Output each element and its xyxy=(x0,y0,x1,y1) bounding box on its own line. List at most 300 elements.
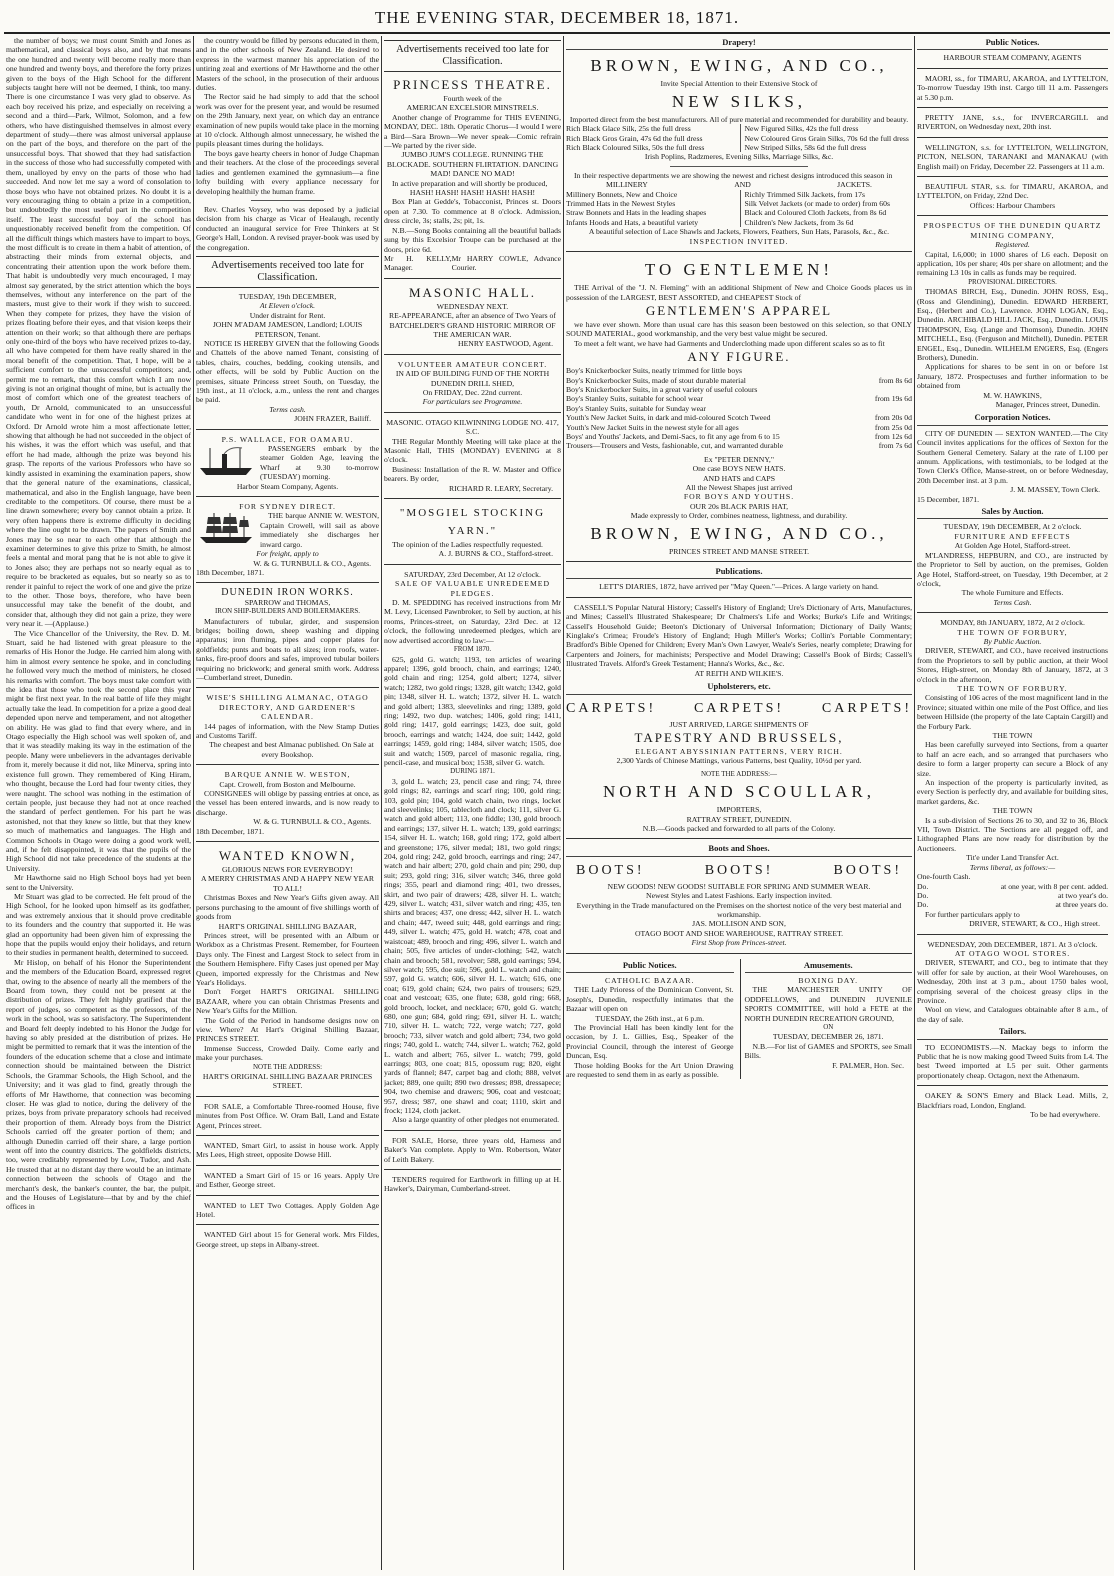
ad-sub: WEDNESDAY NEXT. xyxy=(436,301,509,311)
ad-sub: ANY FIGURE. xyxy=(687,349,791,365)
ad-text: N.B.—For list of GAMES and SPORTS, see Small Bills. xyxy=(744,1041,912,1061)
ad-heading: HARBOUR STEAM COMPANY, AGENTS xyxy=(943,53,1082,63)
column-divider xyxy=(914,36,915,1570)
list-item: New Figured Silks, 42s the full dress xyxy=(744,124,859,134)
ad-date: SATURDAY, 23rd December, At 12 o'clock. xyxy=(404,569,541,579)
rule xyxy=(196,496,379,497)
ad-text: To be had everywhere. xyxy=(1030,1110,1100,1120)
ad-sub: ELEGANT ABYSSINIAN PATTERNS, VERY RICH. xyxy=(635,746,843,756)
item-price: from 19s 6d xyxy=(874,394,912,404)
item-name: Boy's Stanley Suits, suitable for Sunday wear xyxy=(566,403,706,413)
ad-sub: GLORIOUS NEWS FOR EVERYBODY! xyxy=(222,865,353,875)
small-ad: WANTED Girl about 15 for General work. Mrs Fildes, George street, up steps in Albany-street. xyxy=(196,1230,379,1249)
ad-text: The cheapest and best Almanac published. On Sale at every Bookshop. xyxy=(209,740,374,759)
rule xyxy=(196,429,379,430)
ad-sub: GENTLEMEN'S APPAREL xyxy=(645,302,833,318)
ad-text: Wool on view, and Catalogues obtainable after 8 a.m., of the day of sale. xyxy=(917,1005,1108,1024)
small-ad: FOR SALE, a Comfortable Three-roomed House, five minutes from Post Office. W. Oram Ball, Land and Estate Agent, Princes street. xyxy=(196,1101,379,1130)
carpets-heading xyxy=(566,698,912,720)
ad-text: THE MANCHESTER UNITY OF ODDFELLOWS, and DUNEDIN JUVENILE SPORTS COMMITTEE, will hold a FETE at the NORTH DUNEDIN RECREATION GROUND, xyxy=(744,985,912,1023)
steamer-icon xyxy=(196,444,256,478)
sydney-ad xyxy=(196,502,379,577)
firm-address: OTAGO BOOT AND SHOE WAREHOUSE, RATTRAY STREET. xyxy=(634,928,844,938)
list-item: Rich Black Gros Grain, 47s 6d the full dress xyxy=(566,133,703,143)
item-price: from 8s 6d xyxy=(878,375,912,385)
ad-text: RE-APPEARANCE, after an absence of Two Years of BATCHELDER'S GRAND HISTORIC MIRROR OF THE AMERICAN WAR. xyxy=(389,311,556,339)
ad-text: M'LANDRESS, HEPBURN, and CO., are instructed by the Proprietor to Sell by auction, on the premises, Golden Age Hotel, Stafford-street, on Tuesday, 19th December, at 2 o'clock, xyxy=(917,550,1108,588)
ad-text: The Provincial Hall has been kindly lent for the occasion, by J. L. Gillies, Esq., Speaker of the Provincial Council, through the interest of George Duncan, Esq. xyxy=(566,1023,734,1061)
ad-heading: CATHOLIC BAZAAR. xyxy=(605,976,695,985)
list-item: Rich Black Coloured Silks, 50s the full dress xyxy=(566,143,705,153)
ad-text: Terms Cash. xyxy=(993,597,1032,607)
ad-heading: MASONIC HALL. xyxy=(408,284,537,300)
ad-heading: P.S. WALLACE, FOR OAMARU. xyxy=(221,434,354,444)
ad-date: On FRIDAY, Dec. 22nd current. xyxy=(422,387,523,397)
ad-sub: IMPORTERS, xyxy=(716,805,762,815)
ad-text: Tit'e under Land Transfer Act. xyxy=(966,853,1059,863)
ad-text: DRIVER, STEWART, and CO., have received instructions from the Proprietors to sell by public auction, at their Wool Stores, High-street, on Monday 8th of January, 1872, at 3 o'clock in the afternoon, xyxy=(917,646,1108,684)
list-item: Rich Black Glace Silk, 25s the full dress xyxy=(566,124,691,134)
firm-name: SPARROW and THOMAS, xyxy=(244,597,331,607)
ad-text: AND HATS and CAPS xyxy=(703,473,775,483)
ad-text: N.B.—Song Books containing all the beautiful ballads sung by this Excelsior Troupe can be purchased at the doors, price 6d. xyxy=(384,225,561,254)
ad-signature: Mr HARRY COWLE, Advance Courier. xyxy=(451,253,561,273)
section-heading: Boots and Shoes. xyxy=(566,844,912,856)
ad-note: NOTE THE ADDRESS:— xyxy=(700,769,778,778)
shipping-notice: PRETTY JANE, s.s., for INVERCARGILL and RIVERTON, on Wednesday next, 20th inst. xyxy=(917,113,1108,132)
list-item xyxy=(566,441,912,450)
ad-heading: BOOTS! xyxy=(576,862,645,878)
term-label: Do. xyxy=(917,881,929,891)
ad-sub: THE TOWN OF FORBURY. xyxy=(957,683,1068,693)
ad-text: Consisting of 106 acres of the most magnificent land in the Province; situated within one mile of the Post Office, and lies between Hillside (the property of the late Captain Cargill) and the Forbury Park. xyxy=(917,693,1108,731)
list-item xyxy=(566,404,912,413)
section-heading: Upholsterers, etc. xyxy=(566,682,912,694)
rule xyxy=(566,838,912,839)
ad-heading: BOXING DAY. xyxy=(798,976,859,985)
item-price: from 7s 6d xyxy=(878,441,912,451)
firm-heading: NORTH AND SCOULLAR, xyxy=(603,782,875,802)
ad-text: DRIVER, STEWART, and CO., beg to intimate that they will offer for sale by auction, at their Wool Warehouses, on Wednesday, 20th inst at 3 p.m., about 1750 bales wool, comprising several of the choicest greasy clips in the Province. xyxy=(917,958,1108,1005)
ad-signature: Manager, Princes street, Dunedin. xyxy=(995,400,1100,409)
item-name: Boy's Knickerbocker Suits, made of stout durable material xyxy=(566,375,746,385)
list-item xyxy=(917,872,1108,881)
ad-heading: CARPETS! xyxy=(693,700,785,716)
hart-bazaar-ad xyxy=(196,847,379,1091)
item-price: from 20s 0d xyxy=(874,413,912,423)
ad-date: 18th December, 1871. xyxy=(196,826,265,836)
ad-sub: THE TOWN xyxy=(992,731,1033,740)
list-item xyxy=(566,394,912,403)
article-paragraph: The boys gave hearty cheers in honor of Judge Chapman and their teachers. At the close of the proceedings several ladies and gentlemen examined the gymnasium—a fine lofty building with every appliance necessary for developing healthily the human frame. xyxy=(196,148,379,196)
shipping-notice: BEAUTIFUL STAR, s.s. for TIMARU, AKAROA, and LYTTELTON, on Friday, 22nd Dec. xyxy=(917,182,1108,201)
ad-text: Those holding Books for the Art Union Drawing are requested to send them in as early as possible. xyxy=(566,1060,734,1080)
section-heading: Public Notices. xyxy=(566,961,734,973)
ad-agent: W. & G. TURNBULL & CO., Agents. xyxy=(253,817,371,827)
column-divider xyxy=(563,36,564,1570)
ad-text: Has been carefully surveyed into Sections, from a quarter to half an acre each, and so arranged that purchasers who desire to form a larger property can secure a Block of any size. xyxy=(917,740,1108,778)
article-paragraph: the country would be filled by persons educated in them, and in the other schools of New Zealand. He desired to express in the warmest manner his appreciation of the untiring zeal and exertions of Mr Hawthorne and the other Masters of the school, in the prosecution of their arduous duties. xyxy=(196,36,379,93)
ad-programme: JUMBO JUM'S COLLEGE. RUNNING THE BLOCKADE. SOUTHERN FLIRTATION. DANCING MAD! DANCE NO MAD! xyxy=(386,150,559,179)
ad-text: Immense Success, Crowded Daily. Come early and make your purchases. xyxy=(196,1043,379,1063)
ad-text: In active preparation and will shortly be produced, xyxy=(392,178,548,188)
rule xyxy=(566,597,912,598)
bailiff-signature: JOHN FRAZER, Bailiff. xyxy=(294,414,371,424)
ad-text: The opinion of the Ladies respectfully requested. xyxy=(392,540,543,550)
list-item xyxy=(566,432,912,441)
firm-address: PRINCES STREET AND MANSE STREET. xyxy=(668,546,810,556)
term-value: at one year, with 8 per cent. added. xyxy=(1000,881,1108,891)
ad-heading: NEW SILKS, xyxy=(671,91,807,111)
shipping-notice: MAORI, ss., for TIMARU, AKAROA, and LYTTELTON, To-morrow Tuesday 19th inst. Cargo till 11 a.m. Passengers at 5.30 p.m. xyxy=(917,73,1108,102)
ad-text: THE barque ANNIE W. WESTON, Captain Crowell, will sail as above immediately she discharges her inward cargo. xyxy=(260,511,379,549)
ad-text: THE Lady Prioress of the Dominican Convent, St. Joseph's, Dunedin, respectfully intimates that the Bazaar will open on xyxy=(566,985,734,1014)
column-4 xyxy=(566,36,912,1570)
ad-sub: Capt. Crowell, from Boston and Melbourne. xyxy=(219,779,356,789)
ad-text: The Gold of the Period in handsome designs now on view. Where? At Hart's Original Shilling Bazaar, PRINCES STREET. xyxy=(196,1015,379,1044)
term-label: Do. xyxy=(917,900,929,910)
list-item xyxy=(917,891,1108,900)
boxing-day-ad xyxy=(740,959,913,1080)
ad-sub: PROVISIONAL DIRECTORS. xyxy=(968,277,1057,286)
ad-heading: WANTED KNOWN, xyxy=(218,848,357,864)
boots-heading xyxy=(566,860,912,882)
ad-text: Ex "PETER DENNY," xyxy=(704,454,774,464)
list-item xyxy=(566,423,912,432)
ad-text: N.B.—Goods packed and forwarded to all parts of the Colony. xyxy=(642,823,836,833)
ad-text: For further particulars apply to xyxy=(925,909,1020,919)
term-value: at three years do. xyxy=(1055,900,1108,910)
ad-text: Everything in the Trade manufactured on the Premises on the shortest notice of the very best material and workmanship. xyxy=(576,900,902,919)
rule xyxy=(384,354,561,355)
ad-text: OAKEY & SON'S Emery and Black Lead. Mills, 2, Blackfriars road, London, England. xyxy=(917,1091,1108,1110)
ad-text: OUR 20s BLACK PARIS HAT, xyxy=(689,501,789,511)
rule xyxy=(196,764,379,765)
barque-ad xyxy=(196,770,379,836)
rule xyxy=(566,953,912,954)
small-ad: WANTED a Smart Girl of 15 or 16 years. Apply Ure and Esther, George street. xyxy=(196,1170,379,1190)
rule xyxy=(917,612,1108,613)
ad-sub: Registered. xyxy=(995,240,1030,250)
section-heading: Amusements. xyxy=(745,961,913,973)
shipping-notice: WELLINGTON, s.s. for LYTTELTON, WELLINGTON, PICTON, NELSON, TARANAKI and MANAKAU (with English mail) on Friday, December 22. Passengers at 11 a.m. xyxy=(917,142,1108,171)
section-heading: Advertisements received too late for Classification. xyxy=(384,40,561,72)
ad-date: MONDAY, 8th JANUARY, 1872, At 2 o'clock. xyxy=(940,618,1085,628)
ad-text: INSPECTION INVITED. xyxy=(689,236,789,246)
ad-date: TUESDAY, 19th DECEMBER, At 2 o'clock. xyxy=(943,522,1082,532)
rule xyxy=(196,582,379,583)
pledge-list: 3, gold L. watch; 23, pencil case and ring; 74, three gold rings; 82, earrings and scarf ring; 100, gold ring; 103, gold pin; 104, gold watch chain, two rings, locket and sleevelinks; 105, tablecloth and clock; 111, silver G. watch and gold albert; 113, one fiddle; 130, gold brooch and earrings; 137, silver H. L. watch; 139, gold earrings; 154, silver H. L. watch; 168, gold ring; 172, gold albert and greenstone; 176, silver medal; 181, two gold rings; 204, gold ring; 242, gold brooch, earrings and ring; 247, watch and hair albert; 270, gold chain and pin; 290, dup suit; 293, gold ring; 316, silver watch; 346, three gold rings; 355, pearl and diamond ring; 401, two dresses, skirt, and two pair of drawers; 428, silver H. L. watch; 429, silver L. watch; 431, silver watch and ring; 435, ten shirts and braces; 437, one dress; 442, silver H. L. watch and chain; 447, tweed suit; 448, gold earrings and ring; 449, silver L. watch; 475, gold H. watch; 478, coat and waistcoat; 489, brooch and ring; 496, silver L. watch and chain; 505, five articles of under-clothing; 542, watch chain and brooch; 581, revolver; 588, gold earrings; 594, silver watch; 595, doe suit; 596, gold L. watch and chain; 597, gold G. watch; 606, silver H. L. watch; 616, one coat; 619, gold chain; 624, two pairs of trousers; 629, coat and vestcoat; 635, one flute; 638, gold ring; 668, gold brooch, locket, and necklace; 670, gold G. watch; 680, one gun; 684, gold ring; 691, silver H. L. watch; 710, silver H. L. watch; 722, verge watch; 727, gold brooch; 733, silver watch and gold albert; 734, two gold rings; 740, gold L. watch; 744, silver L. watch; 762, gold L. watch and albert; 765, silver L. watch; 799, gold earrings; 803, one coat; 815, opossum rug; 820, eight yards of flannel; 847, carpet bag and cloth; 888, velvet jacket; 889, one quilt; 890 two dresses; 898, dressapece; 904, two chemise and drawers; 906, coat and vestcoat; 957, dress; 987, one shawl and coat; 1110, skirt and frock; 1124, cloth jacket. xyxy=(384,776,561,1115)
terms-list xyxy=(917,872,1108,910)
ad-text: Another change of Programme for THIS EVENING, MONDAY, DEC. 18th. Operatic Chorus—I would I were a Bird—Sara Brown—We never speak—Comic refrain—We parted by the river side. xyxy=(384,112,561,151)
ad-sub: JUST ARRIVED, LARGE SHIPMENTS OF xyxy=(669,719,809,729)
ad-text: First Shop from Princes-street. xyxy=(691,938,787,948)
ad-heading: PROSPECTUS OF THE DUNEDIN QUARTZ MINING COMPANY, xyxy=(923,221,1102,240)
rule xyxy=(196,1195,379,1196)
ad-signature: F. PALMER, Hon. Sec. xyxy=(832,1060,904,1070)
rule xyxy=(917,176,1108,177)
article-paragraph: Mr Stuart was glad to be corrected. He felt proud of the High School, for he looked upon himself as its godfather, and was extremely anxious that it should prove creditable to its founders and the country that supported it. He was glad an opportunity had been given him of expressing the hope that the pupils would enjoy their holidays, and return to their studies in permanent health, determined to succeed. xyxy=(6,891,191,958)
ad-text: we have ever shown. More than usual care has this season been bestowed on this selection, so that ONLY SOUND MATERIAL, good workmanship, and the very best value might be secured. xyxy=(566,319,912,339)
ad-sub: MILLINERY xyxy=(606,180,648,190)
ad-heading: TAPESTRY AND BRUSSELS, xyxy=(634,729,844,745)
section-heading: Public Notices. xyxy=(917,38,1108,50)
rule xyxy=(384,278,561,279)
ad-text: Don't Forget HART'S ORIGINAL SHILLING BAZAAR, where you can obtain Christmas Presents and New Year's Gifts for the Million. xyxy=(196,987,379,1016)
ad-agents: Harbor Steam Company, Agents. xyxy=(236,481,339,491)
item-price: from 25s 0d xyxy=(874,422,912,432)
sailing-ship-icon xyxy=(196,511,256,545)
ad-text: CASSELL'S Popular Natural History; Cassell's History of England; Ure's Dictionary of Arts, Manufactures, and Mines; Cassell's Illustrated Shakespeare; Dr Chalmers's Life and Works; Burke's Life and Writings; Cassell's Household Guide; Beeton's Dictionary of Universal Information; Dictionary of Daily Wants; Kinglake's Crimea; Froude's History of England; Hugh Miller's Works; Collin's Portable Commentary; Bradford's Bible Opened for Children; Every Man's Own Lawyer, Weale's Series, nearly complete; Drawing for Carpenters and Joiners, for machinists; Perspective and Model Drawing; Cassell's Book of Birds; Cassell's Illustrated Travels. Alford's Greek Testament; Hanna's Works, &c., &c. xyxy=(566,602,912,669)
rule xyxy=(196,1096,379,1097)
rule xyxy=(917,137,1108,138)
masthead-rule xyxy=(4,32,1110,34)
firm-heading: BROWN, EWING, AND CO., xyxy=(590,523,888,543)
list-item xyxy=(917,900,1108,909)
ad-heading: CARPETS! xyxy=(566,700,657,716)
rule xyxy=(196,1224,379,1225)
ad-date: 18th December, 1871. xyxy=(196,567,265,577)
item-name: Boy's Knickerbocker Suits, neatly trimmed for little boys xyxy=(566,366,743,376)
ad-sub: Invite Special Attention to their Extensive Stock of xyxy=(660,79,818,89)
list-item: Children's New Jackets, from 3s 6d xyxy=(744,217,854,227)
small-ad: WANTED to LET Two Cottages. Apply Golden Age Hotel. xyxy=(196,1200,379,1220)
rule xyxy=(917,934,1108,935)
rule xyxy=(566,251,912,252)
ad-text: Irish Poplins, Radzmeres, Evening Silks, Marriage Silks, &c. xyxy=(644,152,834,162)
ad-sub: AND xyxy=(734,180,751,190)
list-item: New Striped Silks, 58s 6d the full dress xyxy=(744,143,867,153)
rule xyxy=(917,68,1108,69)
ad-text: Newest Styles and Latest Fashions. Early inspection invited. xyxy=(646,891,832,901)
rule xyxy=(384,1130,561,1131)
item-name: Youth's New Jacket Suits in the newest style for all ages xyxy=(566,422,739,432)
ad-heading: WISE'S SHILLING ALMANAC, OTAGO DIRECTORY, AND GARDENER'S CALENDAR. xyxy=(206,693,369,722)
section-heading: Tailors. xyxy=(917,1027,1108,1039)
ad-text: Christmas Boxes and New Year's Gifts given away. All persons purchasing to the amount of five shillings worth of goods from xyxy=(196,893,379,922)
ad-agent: W. & G. TURNBULL & CO., Agents. xyxy=(253,558,371,568)
ad-text: TO ECONOMISTS.—N. Mackay begs to inform the Public that he is now making good Tweed Suits from L4. The best Tweed imported at L5 per suit. Other garments proportionately cheap. Octagon, next the Athenæum. xyxy=(917,1042,1108,1080)
item-price: from 12s 6d xyxy=(874,431,912,441)
ad-apply: For freight, apply to xyxy=(256,549,319,559)
article-paragraph: Mr Hislop, on behalf of his Honor the Superintendent and the members of the Education Board, expressed regret that, owing to the absence of nearly all the members of the Board from town, they could not be present at the distribution of prizes. They felt highly gratified that the report of judges, so competent as the professors, of the work in the school, was so satisfactory. The Superintendent and Board felt deeply indebted to his Honor the Judge for having so ably presided at the distribution of prizes. He might be permitted to remark that it was the intention of the founders of the education scheme that a close and intimate connection should be maintained between the District Schools, the Grammar Schools, the High School, and the University; and it was glad to find, greatly through the efforts of Mr Hawthorne, that connection was becoming closer. He was glad to notice, during the delivery of the prizes, boys from private preparatory schools had received their proportion of them. Already boys from the District Schools carried off the greater portion of them; and although Dunedin carried off their share, a large portion went off into the country districts. The goldfields districts, too, were creditably represented by Low, Tudor, and Ash. He trusted that at no distant day there would be an intimate connection between the schools of Otago and the merchant's desk, the banker's counter, the bar, the pulpit, and the Houses of Legislature—that by and by the chief offices in xyxy=(6,957,191,1212)
ad-sub: ON xyxy=(823,1023,834,1032)
section-heading: Sales by Auction. xyxy=(917,507,1108,519)
ad-text: Business: Installation of the R. W. Master and Office bearers. By order, xyxy=(384,464,561,484)
ad-signature: AT REITH AND WILKIE'S. xyxy=(694,668,784,678)
ad-heading: FURNITURE AND EFFECTS xyxy=(954,531,1071,541)
section-heading: Publications. xyxy=(566,567,912,579)
ad-sub: NEW GOODS! NEW GOODS! SUITABLE FOR SPRING AND SUMMER WEAR. xyxy=(607,881,871,891)
concert-ad xyxy=(384,360,561,407)
list-item xyxy=(566,366,912,375)
article-paragraph: the number of boys; we must count Smith and Jones as mathematical, and classical boys also, and by that means the one hundred and twenty will become really more than one hundred and twenty boys, and therefore the forty prizes given to the boys of the High School for the different subjects taught here will not be deemed, I think, too many. There is one circumstance I was very glad to observe. As each boy received his prize, and especially on receiving a second and a third—Park, Wilmot, Solomon, and a few others, who have distinguished themselves in almost every department of study—there was almost universal applause on the part of the boys, and therefore on the part of the unsuccessful boys. That showed that they had satisfaction in the success of those who had successfully competed with them, unalloyed by envy on the parts of those who had succeeded. And now let me say a word of consolation to those boys who have not obtained prizes. No doubt it is a very encouraging thing to obtain a prize in a competition, but undoubtedly the most useful part in the competition itself. The least successful boy of the school has unquestionably received benefit from the competition. Of all the difficult things which masters have to impart to boys, the most difficult is to create in them a habit of attention, of abstracting their minds from external objects, and concentrating their attention upon the work before them. That habit is undoubtedly very much encouraged, I may almost say generated, by the strict attention which the boys themselves, without any interference on the part of the masters, must give to their work if they wish to succeed. When they compete for prizes, they have the vision of prizes floating before their eyes, and that vision keeps their attention on their work; so that although there are perhaps only one-third of the boys who have received prizes to-day, all who have competed for them have really shared in the moral benefit of the competition. That, I hope, will be a sufficient comfort to the unsuccessful competitors; and, permit me to remark, that this comfort which I am now giving is not an original thought of mine, but is actually the most of comfort which one of the greatest teachers of youth, Dr Arnold, communicated to an unsuccessful candidate who went in for one of the highest prizes at Oxford. Dr Arnold wrote him a most affectionate letter, showing that although he had not succeeded in the object of his wishes, it was the effort which was useful, and that effort he had made, although the prize was beyond his grasp. The reports of the various Professors who have so kindly assisted in examining the examination papers, show that the general nature of the examinations, classical, mathematical, and also in the English language, have been creditable to the competitors. Of course, there must be a line drawn somewhere; every boy cannot obtain a prize. It very often happens there is extreme difficulty in deciding where the line ought to be drawn. The papers of Smith and Jones may be so near to each other that although the examiner determines to give this prize to Smith, he almost feels a mental and moral pang that he is not able to give it to Jones also; they are perhaps not so nearly equal as to require to be bracketed as equales, but so nearly so as to render it painful to reject the work of one and give the prize to the other. Those boys, therefore, who have been unsuccessful may take the benefit of the doubt, and consider that, although they did not gain a prize, they were very near it. —(Applause.) xyxy=(6,36,191,629)
list-item xyxy=(566,385,912,394)
silks-list xyxy=(566,124,912,152)
ad-text: Manufacturers of tubular, girder, and suspension bridges; boiling down, sheep washing and dipping apparatus; iron fluming, pipes and copper plates for goldfields; punts and boats to all sizes; iron roofs, water-tanks, fire-proof doors and safes, improved tubular boilers requiring no brickwork; and general smith work. Address—Cumberland street, Dunedin. xyxy=(196,616,379,682)
mining-prospectus xyxy=(917,221,1108,409)
iron-works-ad xyxy=(196,588,379,682)
small-ad: TENDERS required for Earthwork in filling up at H. Hawker's, Dairyman, Cumberland-street. xyxy=(384,1175,561,1194)
firm-address: RATTRAY STREET, DUNEDIN. xyxy=(686,814,792,824)
item-name: Boys' and Youths' Jackets, and Demi-Sacs, to fit any age from 6 to 15 xyxy=(566,431,780,441)
ad-text: Offices: Harbour Chambers xyxy=(969,200,1056,210)
ad-sub: FROM 1870. xyxy=(453,645,492,654)
ad-text: 144 pages of information, with the New Stamp Duties and Customs Tariff. xyxy=(196,721,379,740)
millinery-list xyxy=(566,190,912,228)
bottom-notices xyxy=(566,959,912,1080)
ad-heading: FOR SYDNEY DIRECT. xyxy=(239,502,336,512)
ad-text: In their respective departments we are showing the newest and richest designs introduced this season in xyxy=(574,170,893,180)
ad-text: Also a large quantity of other pledges not enumerated. xyxy=(392,1115,560,1125)
ad-text: FOR BOYS AND YOUTHS. xyxy=(683,492,795,502)
small-ad: FOR SALE, Horse, three years old, Harness and Baker's Van complete. Apply to Wm. Robertson, Water of Leith Bakery. xyxy=(384,1135,561,1164)
rule xyxy=(384,412,561,413)
ad-text: THE Arrival of the "J. N. Fleming" with an additional Shipment of New and Choice Goods places us in possession of the LARGEST, BEST ASSORTED, and CHEAPEST Stock of xyxy=(566,283,912,302)
boys-price-list xyxy=(566,366,912,451)
small-ad: WANTED, Smart Girl, to assist in house work. Apply Mrs Lees, High street, opposite Dowse Hill. xyxy=(196,1141,379,1160)
column-divider xyxy=(381,36,382,1570)
ad-date: TUESDAY, DECEMBER 26, 1871. xyxy=(772,1032,884,1042)
ad-text: The whole Furniture and Effects. xyxy=(961,588,1064,598)
column-5 xyxy=(917,36,1108,1570)
pledges-ad xyxy=(384,570,561,1125)
ad-signature: M. W. HAWKINS, xyxy=(983,390,1042,400)
ad-sub: At Golden Age Hotel, Stafford-street. xyxy=(954,541,1071,551)
item-name: Trousers—Trousers and Vests, fashionable, cut, and warranted durable xyxy=(566,441,784,451)
ad-text: All the Newest Shapes just arrived xyxy=(685,483,793,492)
ad-date: 15 December, 1871. xyxy=(917,494,980,504)
rule xyxy=(196,1165,379,1166)
list-item: Infants Hoods and Hats, a beautiful variety xyxy=(566,217,699,227)
ad-text: Is a sub-division of Sections 26 to 30, and 32 to 36, Block VII, Town District. The Sections are all pegged off, and Lithographed Plans are now ready for distribution by the Auctioneers. xyxy=(917,815,1108,853)
separator xyxy=(670,166,808,167)
rule xyxy=(384,498,561,499)
article-paragraph: The Rector said he had simply to add that the school work was over for the present year, and would be resumed on the 29th January, next year, on which day an entrance examination of new pupils would take place in the morning at 10 o'clock. Although almost unnecessary, he wished the pupils pleasant times during the holidays. xyxy=(196,92,379,149)
list-item: New Coloured Gros Grain Silks, 70s 6d the full dress xyxy=(744,133,909,143)
ad-heading: PRINCESS THEATRE. xyxy=(393,77,552,92)
ad-signature: DRIVER, STEWART, & CO., High street. xyxy=(969,919,1100,929)
ad-text: An inspection of the property is particularly invited, as every Section is perfectly dry, and available for building sites, market gardens, &c. xyxy=(917,778,1108,806)
rule xyxy=(196,841,379,842)
firm-heading: BROWN, EWING, AND CO., xyxy=(590,56,888,76)
ad-text: Capital, L6,000; in 1000 shares of L6 each. Deposit on application, 10s per share; 40s per share on allotment; and the remaining L3 10s in calls as funds may be required. xyxy=(917,249,1108,278)
ad-heading: SALE OF VALUABLE UNREDEEMED PLEDGES. xyxy=(394,579,551,598)
ad-sub: DURING 1871. xyxy=(450,767,495,776)
ad-heading: DUNEDIN IRON WORKS. xyxy=(221,587,354,599)
notice-text: NOTICE IS HEREBY GIVEN that the following Goods and Chattels of the above named Tenant, consisting of tables, chairs, couches, bedding, cooking utensils, and other effects, will be sold by Public Auction on the premises, situate Princess street South, on Tuesday, the 19th inst., at 11 o'clock, a.m., unless the rent and charges be paid. xyxy=(196,338,379,405)
ad-heading: CARPETS! xyxy=(821,700,912,716)
distraint-note: Under distraint for Rent. xyxy=(249,310,326,320)
term-value: at two year's do. xyxy=(1057,890,1108,900)
rule xyxy=(384,1169,561,1170)
item-name: Boy's Stanley Suits, suitable for school wear xyxy=(566,394,703,404)
rule xyxy=(196,687,379,688)
ad-sub: IN AID OF BUILDING FUND OF THE NORTH DUNEDIN DRILL SHED, xyxy=(395,369,550,388)
ad-text: Box Plan at Gedde's, Tobacconist, Princes st. Doors open at 7.30. To commence at 8 o'clock. Admission, dress circle, 3s; stalls, 2s; pit, 1s. xyxy=(384,197,561,226)
list-item xyxy=(566,413,912,422)
ad-signature: Mr H. KELLY, Manager. xyxy=(384,253,452,273)
section-heading: Drapery! xyxy=(566,38,912,50)
ad-text: D. M. SPEDDING has received instructions from Mr M. Levy, Licensed Pawnbroker, to Sell by auction, at his rooms, Princes-street, on Saturday, 23rd Dec. at 12 o'clock, the following unredeemed pledges, which are now advertised according to law:— xyxy=(384,598,561,645)
rule xyxy=(196,1135,379,1136)
ad-sub: AMERICAN EXCELSIOR MINSTRELS. xyxy=(406,103,539,113)
ad-heading: TO GENTLEMEN! xyxy=(644,260,834,280)
list-item: Trimmed Hats in the Newest Styles xyxy=(566,199,676,209)
ad-text: CITY OF DUNEDIN — SEXTON WANTED.—The City Council invites applications for the offices of Sexton for the Southern General Cemetery. Salary at the rate of L100 per annum. Applications, with testimonials, to be lodged at the Town Clerk's Office, Manse-street, on or before Wednesday, 20th December inst. at 3 p.m. xyxy=(917,428,1108,485)
ad-text: 2,300 Yards of Chinese Mattings, various Patterns, best Quality, 10½d per yard. xyxy=(616,756,862,766)
ad-text: THE Regular Monthly Meeting will take place at the Masonic Hall, THIS (MONDAY) EVENING at 8 o'clock. xyxy=(384,436,561,465)
ad-date: WEDNESDAY, 20th DECEMBER, 1871. At 3 o'clock. xyxy=(927,939,1098,949)
distraint-ad xyxy=(196,292,379,424)
theatre-ad xyxy=(384,76,561,273)
rule xyxy=(384,564,561,565)
ad-text: Princes street, will be presented with an Album or Workbox as a Christmas Present. Remember, for Fourteen Days only. The Finest and Largest Stock to select from in the Southern Hemisphere. Fifty Cases just opened per May Queen, imported expressly for the Christmas and New Year's Holidays. xyxy=(196,930,379,987)
ad-signature: A. J. BURNS & CO., Stafford-street. xyxy=(438,549,553,559)
ad-text: CONSIGNEES will oblige by passing entries at once, as the vessel has been entered inwards, and is now ready to discharge. xyxy=(196,789,379,817)
ad-heading: THE TOWN OF FORBURY, xyxy=(957,627,1068,637)
list-item xyxy=(566,376,912,385)
item-name: Youth's New Jacket Suits, in dark and mid-coloured Scotch Tweed xyxy=(566,413,771,423)
article-paragraph: Mr Hawthorne said no High School boys had yet been sent to the University. xyxy=(6,873,191,892)
separator xyxy=(251,200,324,201)
ad-agent: HENRY EASTWOOD, Agent. xyxy=(458,339,553,349)
pledge-list: 625, gold G. watch; 1193, ten articles of wearing apparel; 1396, gold brooch, chain, and earrings; 1240, gold chain and ring; 1254, gold albert; 1274, silver watch; 1282, two gold rings; 1328, gilt watch; 1342, gold pin; 1348, silver H. L. watch; 1372, silver H. L. watch and gold albert; 1383, sleevelinks and ring; 1389, gold ring; 1492, two dup. watches; 1406, gold ring; 1411, gold ring; 1417, gold earrings; 1423, doe suit, gold brooch, earrings and watch; 1424, doe suit; 1442, gold earrings; 1459, gold ring; 1484, silver watch; 1505, doe suit and watch; 1509, parcel of masonic regalia, ring, pencil-case, and musical box; 1538, silver G. watch. xyxy=(384,654,561,767)
column-2 xyxy=(196,36,379,1570)
ad-heading: BOOTS! xyxy=(833,862,902,878)
ad-signature: RICHARD R. LEARY, Secretary. xyxy=(449,483,553,493)
ad-note: NOTE THE ADDRESS: xyxy=(252,1062,323,1071)
ad-text: PASSENGERS embark by the steamer Golden Age, leaving the Wharf at 9.30 to-morrow (TUESDAY) morning. xyxy=(260,444,379,482)
bazaar-name: HART'S ORIGINAL SHILLING BAZAAR, xyxy=(218,921,357,931)
ad-text: One case BOYS NEW HATS. xyxy=(692,464,786,474)
sale-date: TUESDAY, 19th DECEMBER, xyxy=(238,291,337,301)
ad-text: Imported direct from the best manufacturers. All of pure material and recommended for durability and beauty. xyxy=(569,114,909,124)
ad-programme: HASH! HASH! HASH! HASH! HASH! xyxy=(409,188,536,198)
ad-text: For particulars see Programme. xyxy=(422,397,523,407)
ad-sub: THE TOWN xyxy=(992,806,1033,816)
ad-address: HART'S ORIGINAL SHILLING BAZAAR PRINCES STREET. xyxy=(202,1072,373,1091)
masthead: THE EVENING STAR, DECEMBER 18, 1871. xyxy=(374,8,740,27)
column-1-article xyxy=(6,36,191,1570)
firm-sub: IRON SHIP-BUILDERS AND BOILERMAKERS. xyxy=(214,607,361,616)
list-item: Straw Bonnets and Hats in the leading shapes xyxy=(566,208,707,218)
ad-heading: AT OTAGO WOOL STORES. xyxy=(954,948,1071,958)
mosgiel-ad xyxy=(384,504,561,559)
ad-sub: By Public Auction. xyxy=(983,636,1042,646)
terms: Terms cash. xyxy=(269,404,306,414)
ad-text: LETT'S DIARIES, 1872, have arrived per "May Queen."—Prices. A large variety on hand. xyxy=(599,582,879,592)
ad-heading: BOOTS! xyxy=(704,862,774,878)
article-paragraph: The Vice Chancellor of the University, the Rev. D. M. Stuart, said he had listened with great pleasure to the remarks of His Honor the Judge. He carried him along with him in almost every sentence he spoke, and in concluding he followed very much the method of ministers, he closed his remarks with comfort. The boys must take comfort with the idea that those who took the second place this year might be first next year. In the real battle of life they might actually take the lead. In competition for a prize a good deal depended upon nerve and temperament, and not altogether on ability. He was glad to find that every where, and in Otago especially the High school was well spoken of, and that it was steadily making its way in the estimation of the people. Many were unbelievers in the advantages derivable from it, merely because it did not, like Minerva, spring into existence full grown. They remembered of King Hiram, who thought, because the Lord had four twenty cities, they were naught. The school was nothing in the estimation of certain people, just because they had not at once reached the standard of perfect gentlemen. For his part he was astonished, not that they knew so little, but that they knew so much of mathematics and languages. The High and Common Schools in Otago were doing a good work well, and, if he felt disappointed, it was that the pupils of the High School did not take precedence of the students at the University. xyxy=(6,628,191,873)
rule xyxy=(917,1085,1108,1086)
sale-time: At Eleven o'clock. xyxy=(259,301,316,311)
term-label: Do. xyxy=(917,890,929,900)
ad-signature: J. M. MASSEY, Town Clerk. xyxy=(1010,485,1100,495)
list-item: Richly Trimmed Silk Jackets, from 17s xyxy=(744,189,865,199)
ad-heading: MASONIC. OTAGO KILWINNING LODGE NO. 417, S.C. xyxy=(386,417,559,437)
ad-text: Terms liberal, as follows:— xyxy=(969,862,1056,872)
lodge-ad xyxy=(384,418,561,493)
item-name: Boy's Knickerbocker Suits, in a great variety of useful colours xyxy=(566,384,758,394)
rule xyxy=(917,215,1108,216)
ad-sub: JACKETS. xyxy=(837,180,872,190)
article-paragraph: Rev. Charles Voysey, who was deposed by a judicial decision from his charge as Vicar of Healaugh, recently conducted an inaugural service for Free Thinkers at St George's Hall, London. A revised prayer-book was used by the congregation. xyxy=(196,204,379,252)
ad-sub: A MERRY CHRISTMAS AND A HAPPY NEW YEAR TO ALL! xyxy=(200,874,375,893)
ad-text: To meet a felt want, we have had Garments and Underclothing made upon different scales so as to fit xyxy=(574,338,885,348)
ad-date: TUESDAY, the 26th inst., at 6 p.m. xyxy=(595,1013,705,1023)
column-3 xyxy=(384,36,561,1570)
